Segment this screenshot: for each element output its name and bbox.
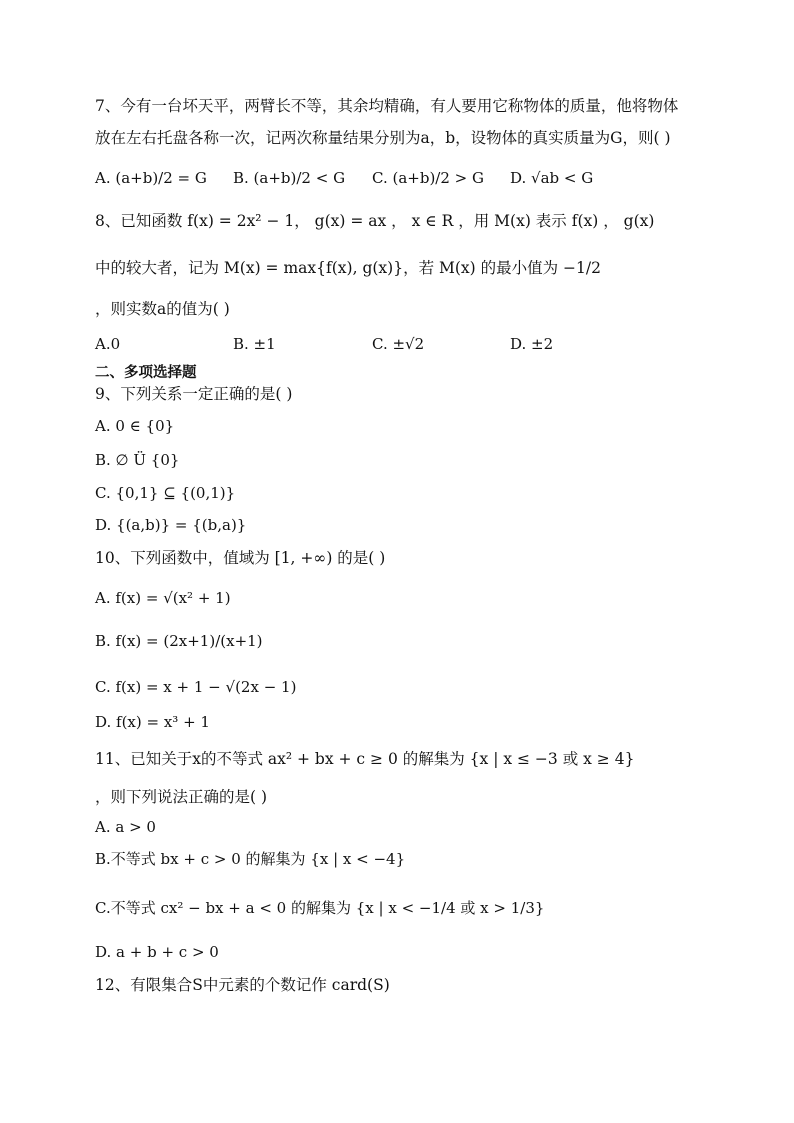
q8-line1: 8、已知函数 f(x) = 2x² − 1， g(x) = ax ， x ∈ R ，用 M(x) 表示 f(x) ， g(x) — [95, 212, 655, 230]
q8-line3: ，则实数a的值为( ) — [95, 300, 230, 318]
q7-line1: 7、今有一台坏天平，两臂长不等，其余均精确，有人要用它称物体的质量，他将物体 — [95, 97, 679, 115]
q7-option-a: A. (a+b)/2 = G — [95, 169, 207, 187]
q9-option-c: C. {0,1} ⊆ {(0,1)} — [95, 484, 236, 502]
q7-line2: 放在左右托盘各称一次，记两次称量结果分别为a，b，设物体的真实质量为G，则( ) — [95, 129, 671, 147]
q11-option-d: D. a + b + c > 0 — [95, 943, 219, 961]
q11-line2: ，则下列说法正确的是( ) — [95, 788, 268, 806]
q11-option-c: C.不等式 cx² − bx + a < 0 的解集为 {x | x < −1/4 或 x > 1/3} — [95, 899, 545, 917]
q11-option-b: B.不等式 bx + c > 0 的解集为 {x | x < −4} — [95, 850, 406, 868]
q10-stem: 10、下列函数中，值域为 [1, +∞) 的是( ) — [95, 549, 386, 567]
q10-option-d: D. f(x) = x³ + 1 — [95, 713, 210, 731]
q7-option-c: C. (a+b)/2 > G — [372, 169, 484, 187]
section-heading: 二、多项选择题 — [95, 365, 197, 381]
q10-option-c: C. f(x) = x + 1 − √(2x − 1) — [95, 678, 297, 696]
q8-line2: 中的较大者，记为 M(x) = max{f(x), g(x)}，若 M(x) 的最小值为 −1/2 — [95, 259, 601, 277]
q8-option-d: D. ±2 — [510, 335, 554, 353]
q8-option-a: A.0 — [95, 335, 121, 353]
q9-stem: 9、下列关系一定正确的是( ) — [95, 385, 293, 403]
q8-option-b: B. ±1 — [233, 335, 276, 353]
q9-option-a: A. 0 ∈ {0} — [95, 417, 175, 435]
q7-option-b: B. (a+b)/2 < G — [233, 169, 346, 187]
q12-stem: 12、有限集合S中元素的个数记作 card(S) — [95, 976, 390, 994]
q8-option-c: C. ±√2 — [372, 335, 425, 353]
q9-option-b: B. ∅ Ü {0} — [95, 451, 180, 469]
q10-option-b: B. f(x) = (2x+1)/(x+1) — [95, 632, 263, 650]
q10-option-a: A. f(x) = √(x² + 1) — [95, 589, 231, 607]
q7-option-d: D. √ab < G — [510, 169, 594, 187]
q11-line1: 11、已知关于x的不等式 ax² + bx + c ≥ 0 的解集为 {x | x ≤ −3 或 x ≥ 4} — [95, 750, 635, 768]
q11-option-a: A. a > 0 — [95, 818, 156, 836]
q9-option-d: D. {(a,b)} = {(b,a)} — [95, 516, 247, 534]
